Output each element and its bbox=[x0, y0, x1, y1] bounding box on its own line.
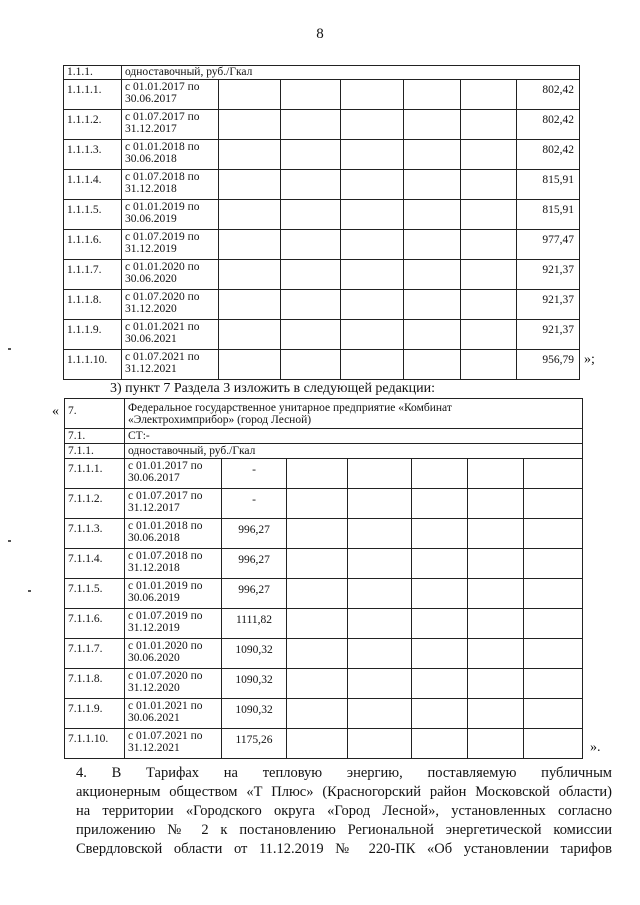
empty-cell bbox=[461, 350, 517, 380]
organization-row bbox=[65, 399, 583, 429]
empty-cell bbox=[341, 350, 404, 380]
table-row bbox=[64, 170, 580, 200]
period-start: с 01.07.2021 по bbox=[128, 730, 203, 742]
period-start: с 01.01.2020 по bbox=[125, 261, 200, 273]
paragraph-4-line-3: на территории «Городского округа «Город Лесной», установленных согласно bbox=[76, 803, 612, 819]
empty-cell bbox=[404, 320, 461, 350]
row-code: 1.1.1.3. bbox=[64, 140, 122, 170]
tariff-table-section-7 bbox=[64, 398, 583, 759]
empty-cell bbox=[348, 489, 412, 519]
period-cell bbox=[125, 459, 222, 489]
period-end: 31.12.2019 bbox=[125, 243, 177, 255]
row-code: 1.1.1. bbox=[64, 66, 122, 80]
empty-cell bbox=[219, 80, 281, 110]
period-end: 30.06.2018 bbox=[125, 153, 177, 165]
empty-cell bbox=[412, 579, 468, 609]
period-start: с 01.07.2018 по bbox=[128, 550, 203, 562]
period-end: 31.12.2018 bbox=[128, 562, 180, 574]
row-code: 1.1.1.1. bbox=[64, 80, 122, 110]
table-row bbox=[64, 80, 580, 110]
period-cell bbox=[122, 80, 219, 110]
empty-cell bbox=[468, 489, 524, 519]
empty-cell bbox=[524, 489, 583, 519]
empty-cell bbox=[404, 230, 461, 260]
closing-quote: ». bbox=[590, 740, 601, 755]
empty-cell bbox=[287, 489, 348, 519]
empty-cell bbox=[524, 519, 583, 549]
period-end: 31.12.2017 bbox=[128, 502, 180, 514]
table-row bbox=[65, 669, 583, 699]
empty-cell bbox=[281, 290, 341, 320]
empty-cell bbox=[281, 140, 341, 170]
tariff-table-section-1 bbox=[63, 65, 580, 380]
table-row bbox=[65, 609, 583, 639]
tariff-value: 815,91 bbox=[517, 200, 580, 230]
table-row bbox=[64, 230, 580, 260]
empty-cell bbox=[287, 729, 348, 759]
period-start: с 01.01.2021 по bbox=[128, 700, 203, 712]
empty-cell bbox=[287, 579, 348, 609]
period-cell bbox=[122, 350, 219, 380]
empty-cell bbox=[461, 80, 517, 110]
row-code: 7.1.1.4. bbox=[65, 549, 125, 579]
row-code: 1.1.1.4. bbox=[64, 170, 122, 200]
period-end: 30.06.2018 bbox=[128, 532, 180, 544]
period-cell bbox=[125, 519, 222, 549]
empty-cell bbox=[341, 320, 404, 350]
empty-cell bbox=[219, 110, 281, 140]
table-header-row bbox=[64, 66, 580, 80]
tariff-value: 1090,32 bbox=[222, 669, 287, 699]
organization-name-line-1: Федеральное государственное унитарное предприятие «Комбинат bbox=[128, 402, 452, 414]
empty-cell bbox=[412, 609, 468, 639]
empty-cell bbox=[219, 170, 281, 200]
empty-cell bbox=[524, 459, 583, 489]
empty-cell bbox=[468, 669, 524, 699]
period-cell bbox=[125, 669, 222, 699]
item-3-heading: 3) пункт 7 Раздела 3 изложить в следующей редакции: bbox=[110, 381, 435, 396]
empty-cell bbox=[404, 80, 461, 110]
empty-cell bbox=[404, 200, 461, 230]
empty-cell bbox=[404, 170, 461, 200]
table-row bbox=[64, 350, 580, 380]
empty-cell bbox=[287, 609, 348, 639]
empty-cell bbox=[287, 699, 348, 729]
empty-cell bbox=[287, 669, 348, 699]
empty-cell bbox=[219, 260, 281, 290]
period-end: 30.06.2020 bbox=[128, 652, 180, 664]
empty-cell bbox=[412, 669, 468, 699]
empty-cell bbox=[281, 170, 341, 200]
table-row bbox=[65, 729, 583, 759]
empty-cell bbox=[468, 639, 524, 669]
period-start: с 01.07.2017 по bbox=[125, 111, 200, 123]
opening-quote: « bbox=[52, 404, 59, 419]
empty-cell bbox=[524, 579, 583, 609]
table-row bbox=[64, 200, 580, 230]
empty-cell bbox=[281, 230, 341, 260]
empty-cell bbox=[524, 609, 583, 639]
margin-mark bbox=[8, 348, 11, 350]
organization-name-line-2: «Электрохимприбор» (город Лесной) bbox=[128, 414, 312, 426]
row-code: 7.1.1.1. bbox=[65, 459, 125, 489]
period-end: 31.12.2018 bbox=[125, 183, 177, 195]
empty-cell bbox=[412, 639, 468, 669]
empty-cell bbox=[281, 320, 341, 350]
empty-cell bbox=[341, 140, 404, 170]
period-end: 30.06.2017 bbox=[125, 93, 177, 105]
empty-cell bbox=[219, 140, 281, 170]
empty-cell bbox=[341, 230, 404, 260]
empty-cell bbox=[524, 699, 583, 729]
empty-cell bbox=[348, 729, 412, 759]
period-cell bbox=[122, 290, 219, 320]
empty-cell bbox=[412, 519, 468, 549]
period-start: с 01.07.2021 по bbox=[125, 351, 200, 363]
table-row bbox=[65, 519, 583, 549]
period-end: 31.12.2020 bbox=[128, 682, 180, 694]
empty-cell bbox=[219, 290, 281, 320]
period-cell bbox=[122, 140, 219, 170]
tariff-value: 1111,82 bbox=[222, 609, 287, 639]
period-cell bbox=[122, 170, 219, 200]
closing-quote: »; bbox=[584, 352, 595, 367]
period-cell bbox=[122, 110, 219, 140]
empty-cell bbox=[468, 549, 524, 579]
period-end: 30.06.2021 bbox=[125, 333, 177, 345]
row-code: 1.1.1.5. bbox=[64, 200, 122, 230]
empty-cell bbox=[348, 519, 412, 549]
empty-cell bbox=[287, 639, 348, 669]
period-start: с 01.07.2019 по bbox=[128, 610, 203, 622]
empty-cell bbox=[281, 200, 341, 230]
empty-cell bbox=[341, 290, 404, 320]
period-start: с 01.01.2018 по bbox=[128, 520, 203, 532]
empty-cell bbox=[281, 260, 341, 290]
row-code: 7.1.1.10. bbox=[65, 729, 125, 759]
tariff-value: 977,47 bbox=[517, 230, 580, 260]
period-cell bbox=[125, 489, 222, 519]
empty-cell bbox=[412, 729, 468, 759]
table-row bbox=[65, 699, 583, 729]
table-row bbox=[64, 110, 580, 140]
table-row bbox=[64, 140, 580, 170]
empty-cell bbox=[219, 200, 281, 230]
row-code: 1.1.1.10. bbox=[64, 350, 122, 380]
empty-cell bbox=[461, 230, 517, 260]
period-start: с 01.07.2020 по bbox=[125, 291, 200, 303]
empty-cell bbox=[404, 350, 461, 380]
empty-cell bbox=[468, 579, 524, 609]
row-code: 7.1.1.6. bbox=[65, 609, 125, 639]
empty-cell bbox=[219, 230, 281, 260]
period-start: с 01.01.2021 по bbox=[125, 321, 200, 333]
tariff-value: 921,37 bbox=[517, 290, 580, 320]
period-start: с 01.01.2020 по bbox=[128, 640, 203, 652]
empty-cell bbox=[404, 110, 461, 140]
empty-cell bbox=[461, 170, 517, 200]
row-code: 7.1.1.5. bbox=[65, 579, 125, 609]
empty-cell bbox=[461, 260, 517, 290]
empty-cell bbox=[348, 609, 412, 639]
table-row bbox=[64, 260, 580, 290]
empty-cell bbox=[287, 519, 348, 549]
period-start: с 01.07.2018 по bbox=[125, 171, 200, 183]
row-code: 7. bbox=[65, 399, 125, 429]
row-label: одноставочный, руб./Гкал bbox=[125, 444, 583, 459]
empty-cell bbox=[524, 729, 583, 759]
row-code: 7.1.1.7. bbox=[65, 639, 125, 669]
empty-cell bbox=[468, 609, 524, 639]
tariff-value: - bbox=[222, 489, 287, 519]
period-cell bbox=[125, 639, 222, 669]
period-start: с 01.01.2017 по bbox=[128, 460, 203, 472]
paragraph-4-line-5: Свердловской области от 11.12.2019 № 220-ПК «Об установлении тарифов bbox=[76, 841, 612, 857]
table-row bbox=[64, 320, 580, 350]
tariff-value: 996,27 bbox=[222, 549, 287, 579]
period-cell bbox=[125, 729, 222, 759]
empty-cell bbox=[404, 290, 461, 320]
period-cell bbox=[122, 320, 219, 350]
tariff-value: 802,42 bbox=[517, 140, 580, 170]
period-start: с 01.07.2017 по bbox=[128, 490, 203, 502]
row-code: 1.1.1.6. bbox=[64, 230, 122, 260]
period-cell bbox=[122, 230, 219, 260]
empty-cell bbox=[341, 260, 404, 290]
table-row bbox=[64, 290, 580, 320]
empty-cell bbox=[219, 350, 281, 380]
period-cell bbox=[125, 579, 222, 609]
empty-cell bbox=[412, 459, 468, 489]
row-code: 7.1.1.2. bbox=[65, 489, 125, 519]
table-header-row bbox=[65, 444, 583, 459]
empty-cell bbox=[219, 320, 281, 350]
empty-cell bbox=[281, 350, 341, 380]
paragraph-4-line-1: 4. В Тарифах на тепловую энергию, поставляемую публичным bbox=[76, 765, 612, 781]
empty-cell bbox=[287, 549, 348, 579]
empty-cell bbox=[404, 260, 461, 290]
empty-cell bbox=[412, 699, 468, 729]
row-code: 1.1.1.2. bbox=[64, 110, 122, 140]
empty-cell bbox=[348, 639, 412, 669]
empty-cell bbox=[404, 140, 461, 170]
tariff-value: 802,42 bbox=[517, 110, 580, 140]
table-row bbox=[65, 579, 583, 609]
empty-cell bbox=[461, 140, 517, 170]
empty-cell bbox=[468, 729, 524, 759]
empty-cell bbox=[281, 110, 341, 140]
empty-cell bbox=[461, 290, 517, 320]
empty-cell bbox=[468, 699, 524, 729]
period-end: 31.12.2019 bbox=[128, 622, 180, 634]
period-end: 31.12.2021 bbox=[128, 742, 180, 754]
empty-cell bbox=[524, 669, 583, 699]
row-label: СТ:- bbox=[125, 429, 583, 444]
tariff-value: 1175,26 bbox=[222, 729, 287, 759]
empty-cell bbox=[341, 110, 404, 140]
row-label: одноставочный, руб./Гкал bbox=[122, 66, 580, 80]
paragraph-4-line-4: приложению № 2 к постановлению Региональной энергетической комиссии bbox=[76, 822, 612, 838]
empty-cell bbox=[461, 320, 517, 350]
empty-cell bbox=[461, 200, 517, 230]
row-code: 1.1.1.8. bbox=[64, 290, 122, 320]
empty-cell bbox=[348, 579, 412, 609]
period-start: с 01.07.2020 по bbox=[128, 670, 203, 682]
tariff-value: 1090,32 bbox=[222, 699, 287, 729]
row-code: 7.1.1.8. bbox=[65, 669, 125, 699]
empty-cell bbox=[412, 489, 468, 519]
tariff-value: 996,27 bbox=[222, 519, 287, 549]
tariff-value: 921,37 bbox=[517, 260, 580, 290]
period-cell bbox=[125, 549, 222, 579]
period-end: 30.06.2019 bbox=[128, 592, 180, 604]
paragraph-4-line-2: акционерным обществом «Т Плюс» (Красногорский район Московской области) bbox=[76, 784, 612, 800]
table-row bbox=[65, 549, 583, 579]
empty-cell bbox=[412, 549, 468, 579]
row-code: 7.1.1.3. bbox=[65, 519, 125, 549]
table-row bbox=[65, 459, 583, 489]
period-end: 30.06.2017 bbox=[128, 472, 180, 484]
empty-cell bbox=[281, 80, 341, 110]
empty-cell bbox=[524, 639, 583, 669]
empty-cell bbox=[341, 80, 404, 110]
empty-cell bbox=[348, 669, 412, 699]
empty-cell bbox=[461, 110, 517, 140]
table-row bbox=[65, 489, 583, 519]
period-end: 31.12.2017 bbox=[125, 123, 177, 135]
period-cell bbox=[125, 699, 222, 729]
margin-mark bbox=[8, 540, 11, 542]
empty-cell bbox=[348, 549, 412, 579]
period-start: с 01.01.2019 по bbox=[125, 201, 200, 213]
empty-cell bbox=[287, 459, 348, 489]
period-start: с 01.01.2018 по bbox=[125, 141, 200, 153]
period-cell bbox=[122, 260, 219, 290]
tariff-value: 815,91 bbox=[517, 170, 580, 200]
tariff-value: 802,42 bbox=[517, 80, 580, 110]
period-cell bbox=[125, 609, 222, 639]
tariff-value: 921,37 bbox=[517, 320, 580, 350]
period-start: с 01.01.2017 по bbox=[125, 81, 200, 93]
row-code: 1.1.1.9. bbox=[64, 320, 122, 350]
period-start: с 01.01.2019 по bbox=[128, 580, 203, 592]
margin-mark bbox=[28, 590, 31, 592]
empty-cell bbox=[341, 170, 404, 200]
row-code: 7.1.1. bbox=[65, 444, 125, 459]
period-cell bbox=[122, 200, 219, 230]
empty-cell bbox=[468, 459, 524, 489]
tariff-value: 1090,32 bbox=[222, 639, 287, 669]
period-end: 30.06.2020 bbox=[125, 273, 177, 285]
empty-cell bbox=[341, 200, 404, 230]
period-start: с 01.07.2019 по bbox=[125, 231, 200, 243]
empty-cell bbox=[524, 549, 583, 579]
organization-name bbox=[125, 399, 583, 429]
empty-cell bbox=[348, 699, 412, 729]
tariff-value: 956,79 bbox=[517, 350, 580, 380]
period-end: 31.12.2020 bbox=[125, 303, 177, 315]
row-code: 7.1.1.9. bbox=[65, 699, 125, 729]
page-number: 8 bbox=[316, 26, 324, 42]
table-row bbox=[65, 639, 583, 669]
period-end: 30.06.2019 bbox=[125, 213, 177, 225]
system-row bbox=[65, 429, 583, 444]
period-end: 31.12.2021 bbox=[125, 363, 177, 375]
tariff-value: 996,27 bbox=[222, 579, 287, 609]
empty-cell bbox=[348, 459, 412, 489]
period-end: 30.06.2021 bbox=[128, 712, 180, 724]
empty-cell bbox=[468, 519, 524, 549]
tariff-value: - bbox=[222, 459, 287, 489]
row-code: 7.1. bbox=[65, 429, 125, 444]
row-code: 1.1.1.7. bbox=[64, 260, 122, 290]
